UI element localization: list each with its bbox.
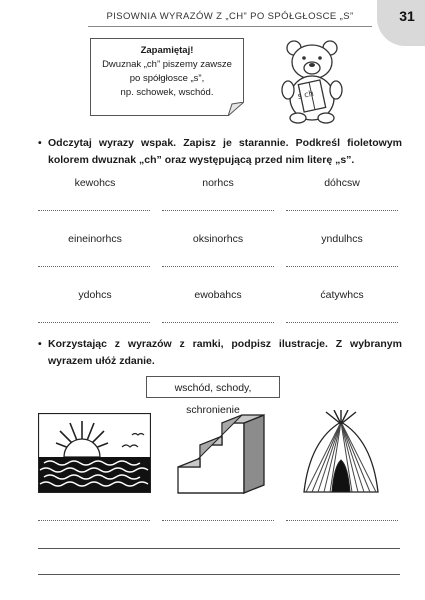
task-bullet: • — [38, 338, 42, 350]
answer-dotted-line[interactable] — [162, 322, 274, 323]
reversed-word: ewobahcs — [194, 289, 242, 301]
sunrise-over-sea-icon — [38, 413, 151, 493]
answer-dotted-line[interactable] — [286, 210, 398, 211]
answer-dotted-line[interactable] — [162, 210, 274, 211]
sentence-writing-line[interactable] — [38, 574, 400, 575]
page-fold-icon — [228, 102, 244, 116]
task-1-instructions — [38, 135, 402, 169]
note-line: Dwuznak „ch” piszemy zawsze — [102, 59, 232, 70]
task-bullet: • — [38, 137, 42, 149]
answer-dotted-line[interactable] — [286, 266, 398, 267]
caption-dotted-line[interactable] — [38, 520, 150, 521]
reversed-word: eineinorhcs — [68, 233, 122, 245]
note-line: po spółgłosce „s”, — [129, 73, 205, 84]
reversed-word: ydohcs — [78, 289, 112, 301]
reversed-word: dóhcsw — [324, 177, 360, 189]
bear-book-letters: s ch — [296, 88, 315, 101]
bear-with-book-icon — [274, 38, 350, 124]
reversed-word: oksinorhcs — [192, 233, 244, 245]
sentence-writing-line[interactable] — [38, 548, 400, 549]
reversed-word: ćatywhcs — [320, 289, 364, 301]
answer-dotted-line[interactable] — [38, 322, 150, 323]
note-title: Zapamiętaj! — [140, 45, 194, 56]
answer-dotted-line[interactable] — [162, 266, 274, 267]
hut-shelter-icon — [296, 410, 386, 498]
note-line: np. schowek, wschód. — [120, 87, 214, 98]
remember-note — [90, 38, 244, 116]
reversed-word: yndulhcs — [321, 233, 363, 245]
reversed-word: norhcs — [202, 177, 234, 189]
stairs-icon — [174, 413, 270, 497]
task-1-text: Odczytaj wyrazy wspak. Zapisz je starannie. Podkreśl fioletowym kolorem dwuznak „ch” oraz występującą przed nim literę „s”. — [48, 137, 402, 166]
word-box: wschód, schody, schronienie — [146, 376, 280, 398]
answer-dotted-line[interactable] — [286, 322, 398, 323]
task-2-instructions — [38, 336, 402, 370]
caption-dotted-line[interactable] — [162, 520, 274, 521]
reversed-word: kewohcs — [74, 177, 116, 189]
page-header-title: PISOWNIA WYRAZÓW Z „CH” PO SPÓŁGŁOSCE „S” — [88, 8, 372, 27]
answer-dotted-line[interactable] — [38, 266, 150, 267]
task-2-text: Korzystając z wyrazów z ramki, podpisz ilustracje. Z wybranym wyrazem ułóż zdanie. — [48, 338, 402, 367]
answer-dotted-line[interactable] — [38, 210, 150, 211]
page-number: 31 — [399, 8, 415, 24]
caption-dotted-line[interactable] — [286, 520, 398, 521]
